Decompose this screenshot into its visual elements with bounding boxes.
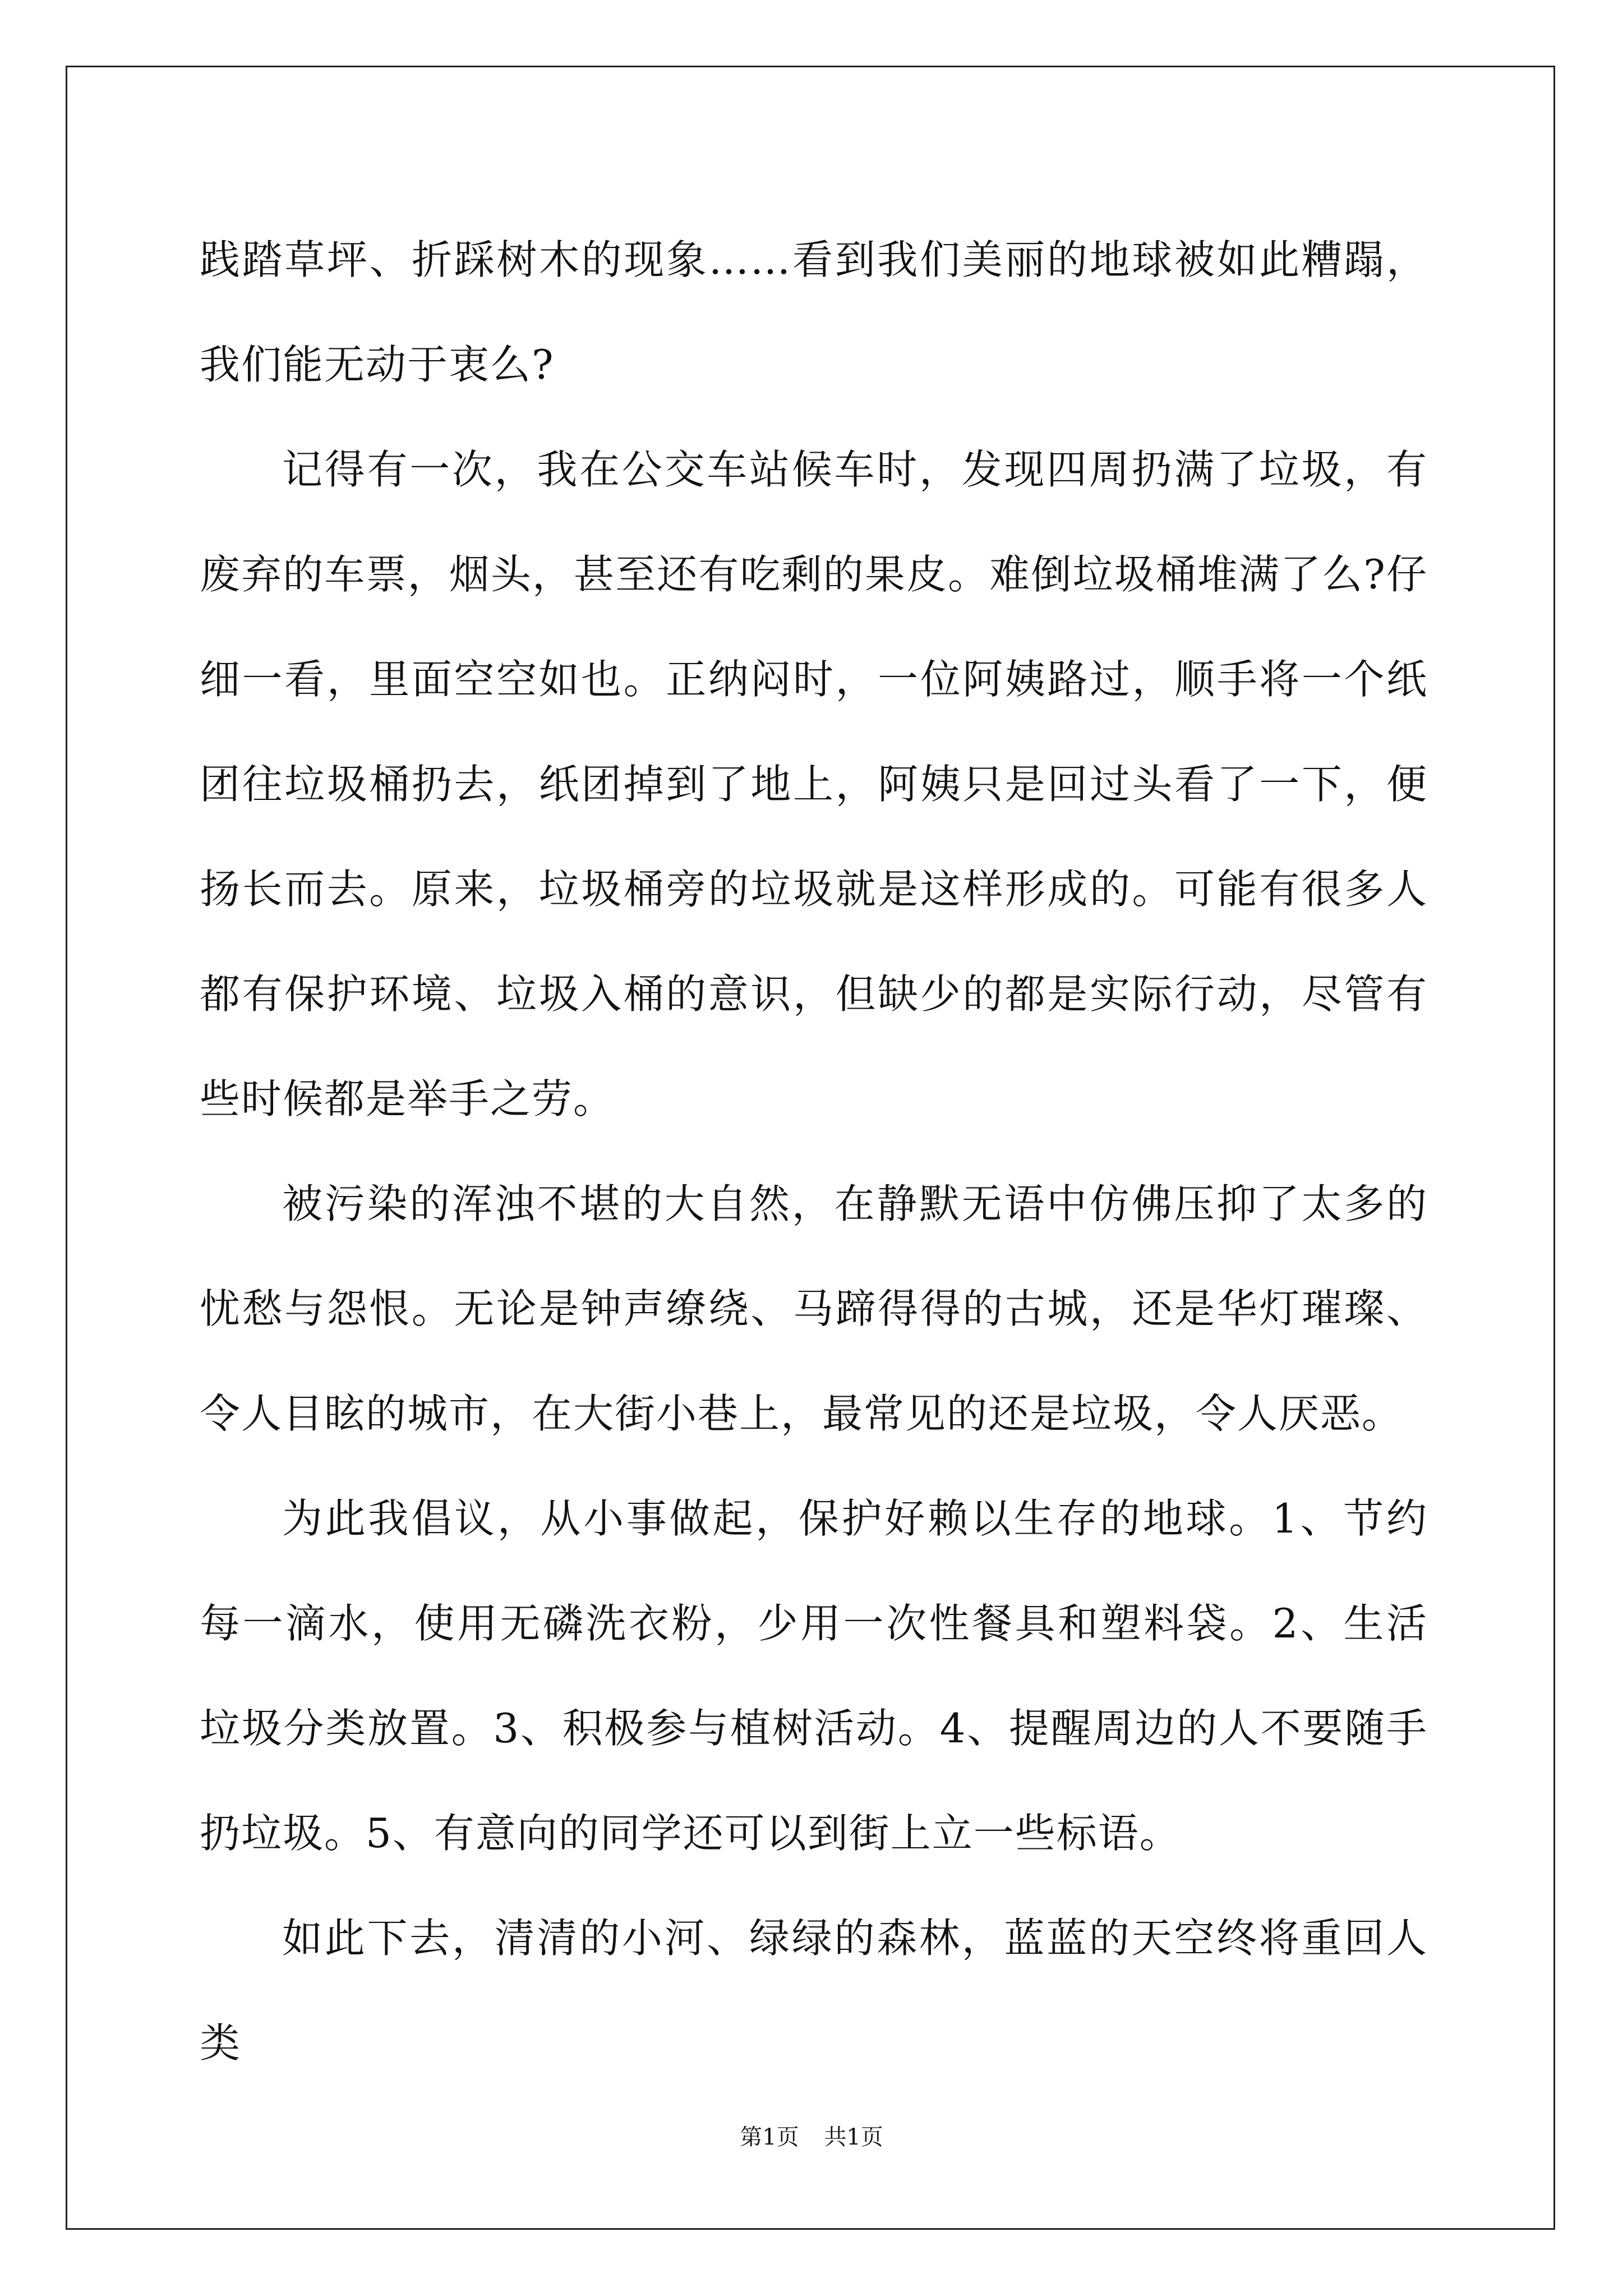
paragraph-4: 为此我倡议，从小事做起，保护好赖以生存的地球。1、节约每一滴水，使用无磷洗衣粉，少用一次性餐具和塑料袋。2、生活垃圾分类放置。3、积极参与植树活动。4、提醒周边的人不要随手扔垃圾。5、有意向的同学还可以到街上立一些标语。 [200, 1495, 1428, 1857]
paragraph-2: 记得有一次，我在公交车站候车时，发现四周扔满了垃圾，有废弃的车票，烟头，甚至还有吃剩的果皮。难倒垃圾桶堆满了么?仔细一看，里面空空如也。正纳闷时，一位阿姨路过，顺手将一个纸团往垃圾桶扔去，纸团掉到了地上，阿姨只是回过头看了一下，便扬长而去。原来，垃圾桶旁的垃圾就是这样形成的。可能有很多人都有保护环境、垃圾入桶的意识，但缺少的都是实际行动，尽管有些时候都是举手之劳。 [200, 446, 1428, 1122]
paragraph-1: 践踏草坪、折踩树木的现象……看到我们美丽的地球被如此糟蹋，我们能无动于衷么? [200, 236, 1428, 388]
paragraph-5: 如此下去，清清的小河、绿绿的森林，蓝蓝的天空终将重回人类 [200, 1915, 1428, 2067]
page-number: 第1页 [740, 2124, 799, 2150]
page-footer [0, 2120, 1623, 2154]
page-total: 共1页 [824, 2124, 883, 2150]
paragraph-3: 被污染的浑浊不堪的大自然，在静默无语中仿佛压抑了太多的忧愁与怨恨。无论是钟声缭绕、马蹄得得的古城，还是华灯璀璨、令人目眩的城市，在大街小巷上，最常见的还是垃圾，令人厌恶。 [200, 1180, 1428, 1437]
document-body [200, 208, 1428, 2096]
